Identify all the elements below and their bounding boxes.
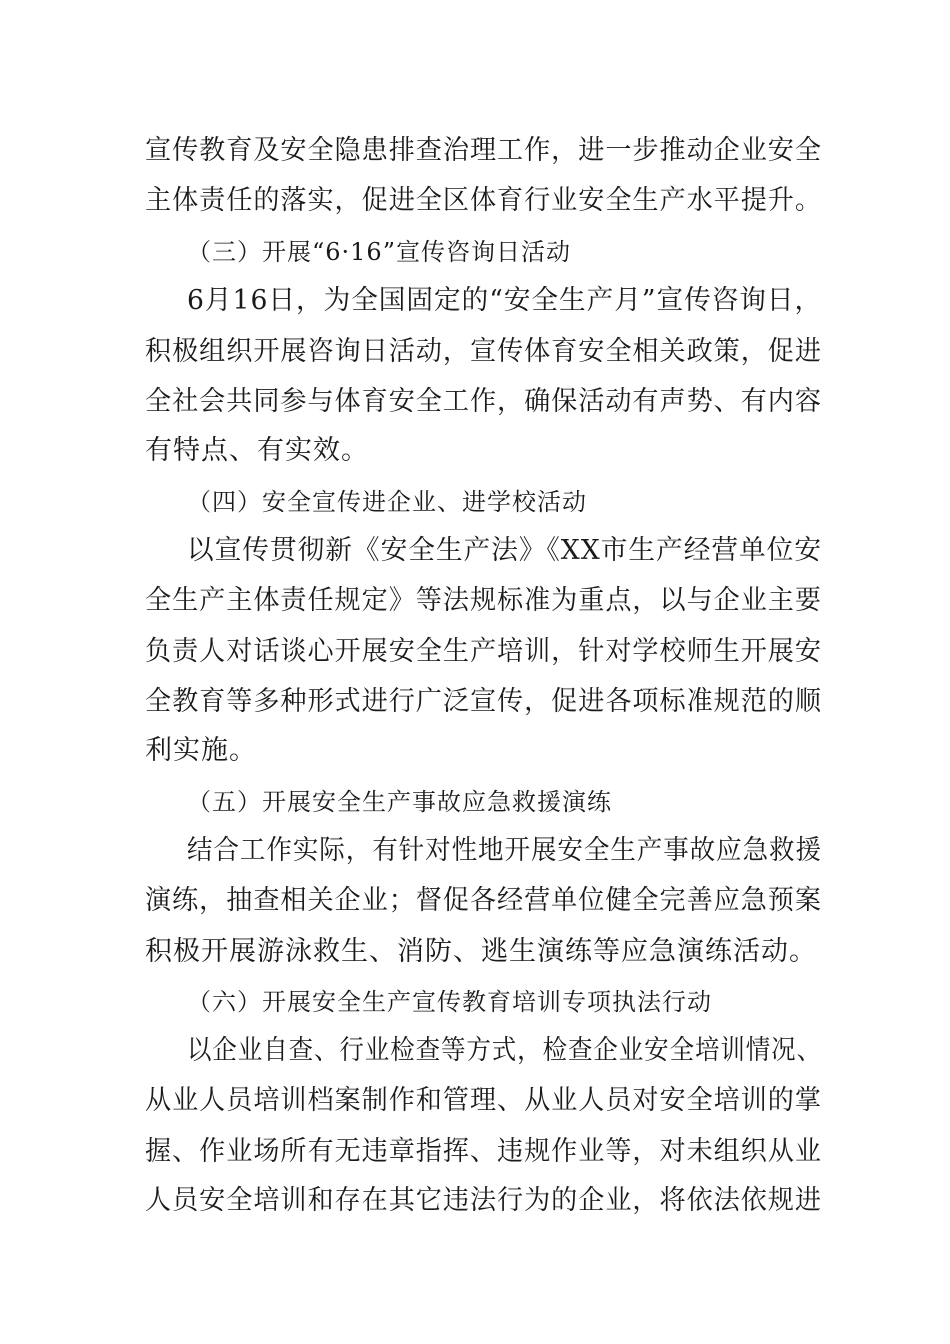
paragraph-line: 全教育等多种形式进行广泛宣传，促进各项标准规范的顺 xyxy=(145,686,822,717)
paragraph-line: 积极开展游泳救生、消防、逃生演练等应急演练活动。 xyxy=(145,936,817,967)
section-heading-6: （六）开展安全生产宣传教育培训专项执法行动 xyxy=(187,988,712,1016)
paragraph-line: 人员安全培训和存在其它违法行为的企业，将依法依规进 xyxy=(145,1185,822,1216)
section-heading-4: （四）安全宣传进企业、进学校活动 xyxy=(187,488,587,516)
paragraph-line: 主体责任的落实，促进全区体育行业安全生产水平提升。 xyxy=(145,185,822,216)
paragraph-line: 握、作业场所有无违章指挥、违规作业等，对未组织从业 xyxy=(145,1136,822,1167)
paragraph-line: 积极组织开展咨询日活动，宣传体育安全相关政策，促进 xyxy=(145,336,822,367)
paragraph-line: 全社会共同参与体育安全工作，确保活动有声势、有内容 xyxy=(145,386,822,417)
paragraph-line: 宣传教育及安全隐患排查治理工作，进一步推动企业安全 xyxy=(145,135,822,166)
paragraph-line: 6月16日，为全国固定的“安全生产月”宣传咨询日， xyxy=(187,285,823,316)
paragraph-line: 利实施。 xyxy=(145,735,257,766)
paragraph-line: 以宣传贯彻新《安全生产法》《XX市生产经营单位安 xyxy=(187,535,822,566)
section-heading-5: （五）开展安全生产事故应急救援演练 xyxy=(187,788,612,816)
paragraph-line: 结合工作实际，有针对性地开展安全生产事故应急救援 xyxy=(187,835,822,866)
paragraph-line: 演练，抽查相关企业；督促各经营单位健全完善应急预案 xyxy=(145,885,822,916)
paragraph-line: 以企业自查、行业检查等方式，检查企业安全培训情况、 xyxy=(187,1035,822,1066)
paragraph-line: 有特点、有实效。 xyxy=(145,435,369,466)
paragraph-line: 全生产主体责任规定》等法规标准为重点，以与企业主要 xyxy=(145,585,822,616)
paragraph-line: 负责人对话谈心开展安全生产培训，针对学校师生开展安 xyxy=(145,636,822,667)
section-heading-3: （三）开展“6·16”宣传咨询日活动 xyxy=(187,238,571,266)
paragraph-line: 从业人员培训档案制作和管理、从业人员对安全培训的掌 xyxy=(145,1085,822,1116)
